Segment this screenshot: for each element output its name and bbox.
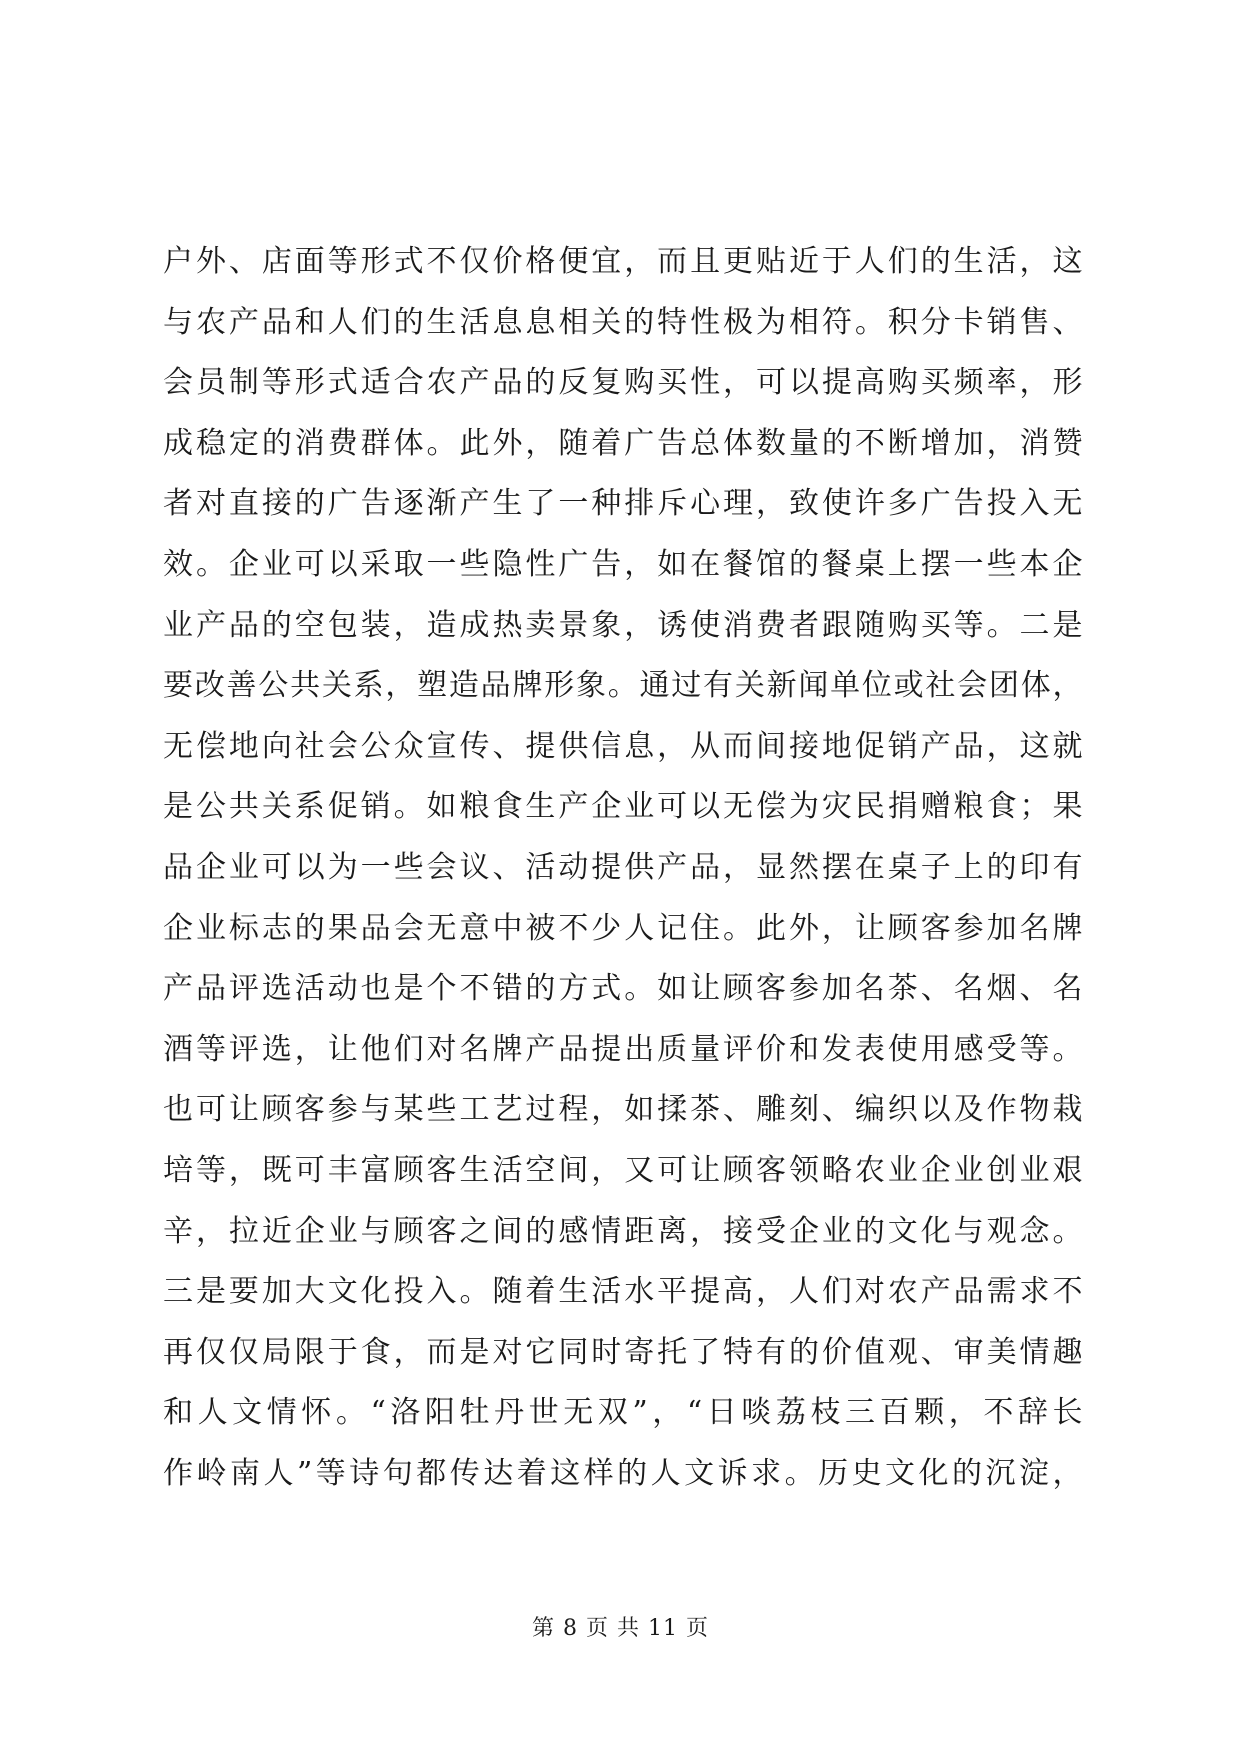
text-line: 培等，既可丰富顾客生活空间，又可让顾客领略农业企业创业艰 — [163, 1152, 1083, 1188]
text-line: 要改善公共关系，塑造品牌形象。通过有关新闻单位或社会团体， — [163, 668, 1083, 704]
text-line: 与农产品和人们的生活息息相关的特性极为相符。积分卡销售、 — [163, 304, 1083, 340]
text-line: 效。企业可以采取一些隐性广告，如在餐馆的餐桌上摆一些本企 — [163, 546, 1083, 582]
text-line: 品企业可以为一些会议、活动提供产品，显然摆在桌子上的印有 — [163, 849, 1083, 885]
text-line: 业产品的空包装，造成热卖景象，诱使消费者跟随购买等。二是 — [163, 607, 1083, 643]
text-line: 会员制等形式适合农产品的反复购买性，可以提高购买频率，形 — [163, 365, 1083, 401]
text-line: 企业标志的果品会无意中被不少人记住。此外，让顾客参加名牌 — [163, 910, 1083, 946]
body-text — [163, 232, 1083, 1504]
text-line: 三是要加大文化投入。随着生活水平提高，人们对农产品需求不 — [163, 1274, 1083, 1310]
text-line: 酒等评选，让他们对名牌产品提出质量评价和发表使用感受等。 — [163, 1031, 1083, 1067]
text-line: 户外、店面等形式不仅价格便宜，而且更贴近于人们的生活，这 — [163, 244, 1083, 279]
text-line: 是公共关系促销。如粮食生产企业可以无偿为灾民捐赠粮食；果 — [163, 789, 1083, 825]
text-line: 者对直接的广告逐渐产生了一种排斥心理，致使许多广告投入无 — [163, 486, 1083, 522]
text-line: 和人文情怀。“洛阳牡丹世无双”，“日啖荔枝三百颗，不辞长 — [163, 1395, 1083, 1431]
text-line: 再仅仅局限于食，而是对它同时寄托了特有的价值观、审美情趣 — [163, 1334, 1083, 1370]
text-line: 辛，拉近企业与顾客之间的感情距离，接受企业的文化与观念。 — [163, 1213, 1083, 1249]
text-line: 产品评选活动也是个不错的方式。如让顾客参加名茶、名烟、名 — [163, 971, 1083, 1007]
text-line: 成稳定的消费群体。此外，随着广告总体数量的不断增加，消赞 — [163, 425, 1083, 461]
text-line: 作岭南人”等诗句都传达着这样的人文诉求。历史文化的沉淀， — [163, 1455, 1083, 1491]
page-number: 第 8 页 共 11 页 — [532, 1616, 709, 1641]
text-line: 无偿地向社会公众宣传、提供信息，从而间接地促销产品，这就 — [163, 728, 1083, 764]
text-line: 也可让顾客参与某些工艺过程，如揉茶、雕刻、编织以及作物栽 — [163, 1092, 1083, 1128]
